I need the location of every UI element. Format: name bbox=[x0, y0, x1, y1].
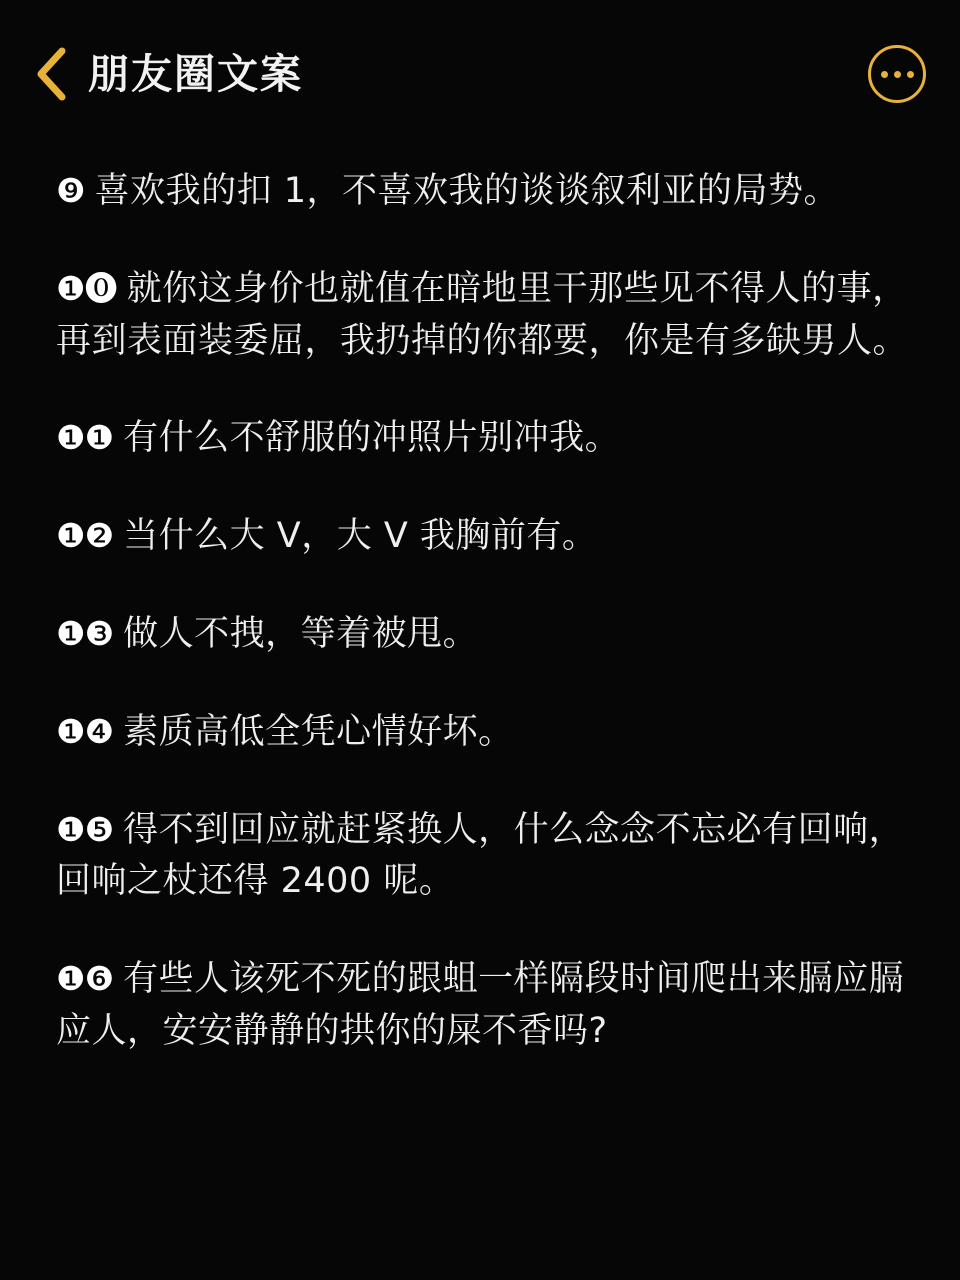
back-button[interactable] bbox=[28, 44, 74, 104]
list-item-number: ❶❸ bbox=[56, 613, 114, 653]
more-options-button[interactable] bbox=[868, 45, 926, 103]
list-item-number: ❶❻ bbox=[56, 959, 114, 999]
more-horizontal-icon-dot-2 bbox=[894, 71, 901, 78]
list-item-text: 有什么不舒服的冲照片别冲我。 bbox=[123, 418, 621, 459]
text-list bbox=[0, 148, 960, 1058]
more-horizontal-icon-dot-1 bbox=[881, 71, 888, 78]
list-item-text: 做人不拽，等着被甩。 bbox=[123, 613, 479, 654]
list-item bbox=[56, 264, 908, 368]
list-item bbox=[56, 609, 908, 661]
list-item-text: 喜欢我的扣 1，不喜欢我的谈谈叙利亚的局势。 bbox=[94, 171, 839, 211]
list-item-text: 当什么大 V，大 V 我胸前有。 bbox=[123, 516, 598, 557]
list-item-text: 素质高低全凭心情好坏。 bbox=[123, 711, 514, 752]
list-item-number: ❶❺ bbox=[56, 809, 114, 849]
list-item-text: 有些人该死不死的跟蛆一样隔段时间爬出来膈应膈应人，安安静静的拱你的屎不香吗? bbox=[56, 959, 905, 1051]
list-item-text: 得不到回应就赶紧换人，什么念念不忘必有回响，回响之杖还得 2400 呢。 bbox=[56, 809, 905, 902]
list-item bbox=[56, 511, 908, 563]
list-item-number: ❾ bbox=[56, 171, 85, 210]
list-item bbox=[56, 707, 908, 759]
list-item-text: 就你这身价也就值在暗地里干那些见不得人的事，再到表面装委屈，我扔掉的你都要，你是有多缺男人。 bbox=[56, 268, 909, 361]
list-item-number: ❶❷ bbox=[56, 516, 114, 556]
more-horizontal-icon-dot-3 bbox=[907, 71, 914, 78]
chevron-left-icon bbox=[34, 46, 68, 102]
page-title: 朋友圈文案 bbox=[88, 49, 303, 98]
list-item bbox=[56, 805, 908, 909]
list-item-number: ❶❶ bbox=[56, 418, 114, 458]
list-item bbox=[56, 954, 908, 1058]
page-header bbox=[0, 0, 960, 148]
list-item bbox=[56, 413, 908, 465]
list-item-number: ❶❹ bbox=[56, 711, 114, 751]
list-item bbox=[56, 166, 908, 218]
list-item-number: ❶⓿ bbox=[56, 268, 117, 308]
